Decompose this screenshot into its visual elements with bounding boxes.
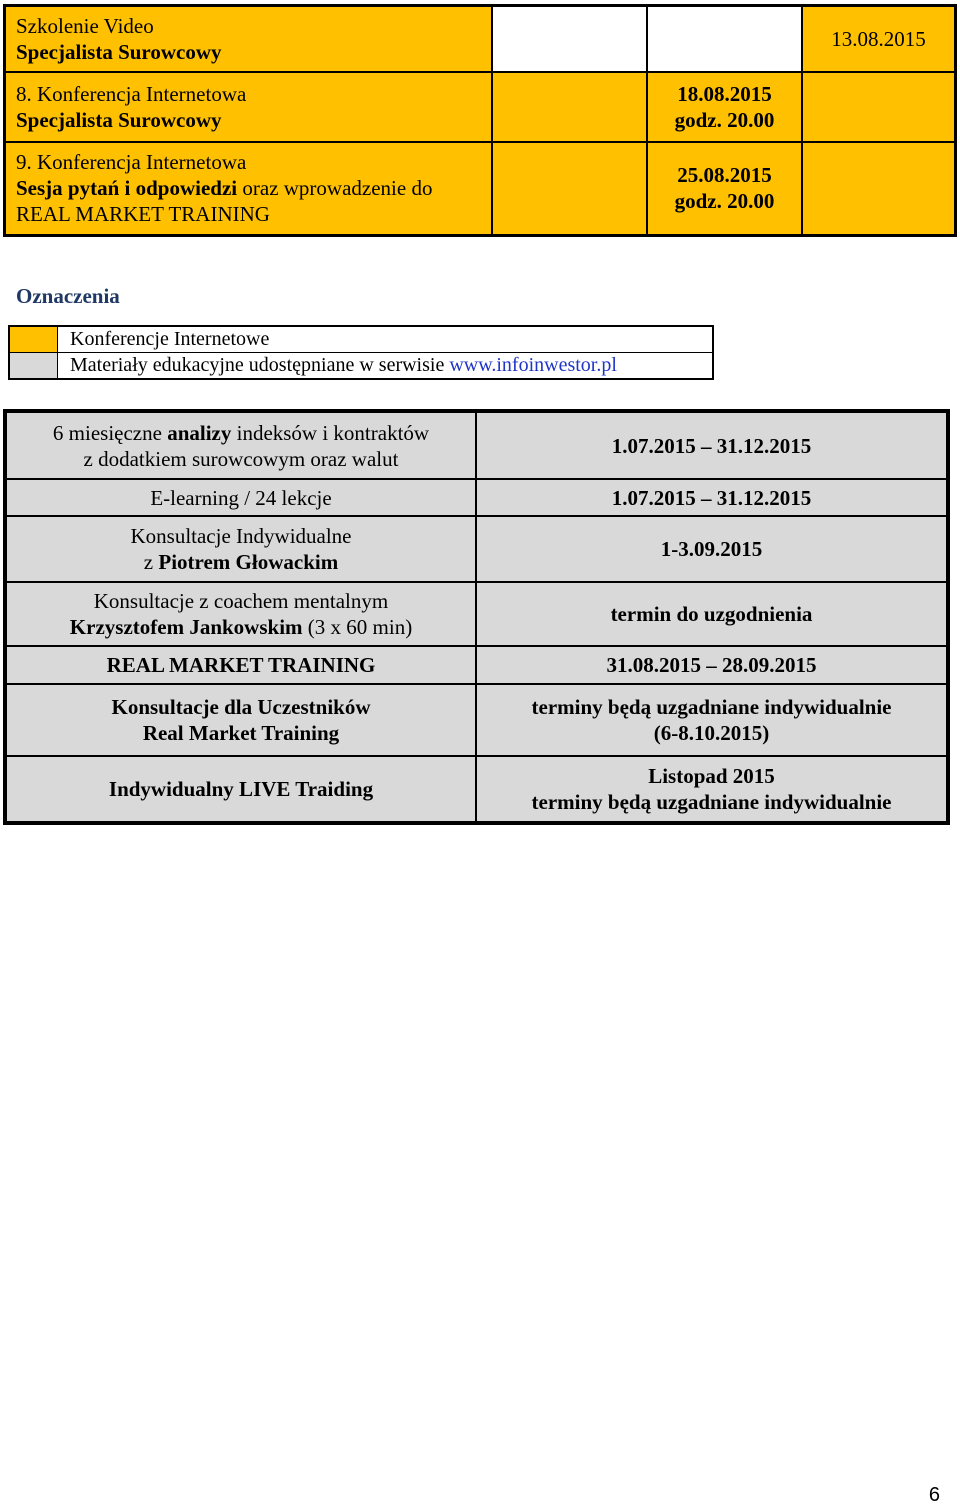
schedule-title: 9. Konferencja Internetowa [16,150,247,175]
program-row [5,756,948,823]
schedule-date-cell [802,6,956,72]
schedule-title: 8. Konferencja Internetowa [16,81,247,106]
program-item-text: Real Market Training [142,721,340,745]
schedule-subtitle: Specjalista Surowcowy [16,39,222,64]
program-date-text: terminy będą uzgadniane indywidualnie [531,695,892,719]
schedule-title-cell [5,142,493,236]
legend-label: Materiały edukacyjne udostępniane w serwisie [70,354,450,376]
program-item-text: z dodatkiem surowcowym oraz walut [83,446,399,471]
schedule-empty-cell [802,72,956,142]
legend-label: Konferencje Internetowe [58,326,714,353]
program-item-text: z [143,550,159,574]
schedule-date-cell [647,142,802,236]
program-item-text: Konsultacje dla Uczestników [111,695,371,719]
legend-item [9,353,713,380]
program-row [5,479,948,516]
program-item-cell [5,684,476,756]
infoinwestor-link[interactable]: www.infoinwestor.pl [449,354,617,376]
schedule-date-cell [647,72,802,142]
program-item-bold: Krzysztofem Jankowskim [69,615,303,639]
program-item-cell: Indywidualny LIVE Traiding [5,756,476,823]
schedule-title-cell [5,6,493,72]
schedule-title: Szkolenie Video [16,13,154,38]
schedule-row [5,6,956,72]
program-item-text: Konsultacje Indywidualne [130,524,352,548]
schedule-title-extra: REAL MARKET TRAINING [16,202,270,227]
schedule-subtitle-rest: oraz wprowadzenie do [237,176,433,201]
schedule-empty-cell [492,6,647,72]
schedule-empty-cell [492,142,647,236]
legend-item [9,326,713,353]
program-item-text: Konsultacje z coachem mentalnym [93,589,389,613]
program-date-cell [476,684,948,756]
schedule-empty-cell [647,6,802,72]
program-item-text: (3 x 60 min) [302,615,413,639]
program-row [5,411,948,479]
schedule-title-cell [5,72,493,142]
program-table [3,409,950,825]
program-row [5,684,948,756]
program-item-text: indeksów i kontraktów [231,420,430,445]
program-date-cell: 1-3.09.2015 [476,516,948,582]
program-date-cell: 1.07.2015 – 31.12.2015 [476,411,948,479]
program-item-bold: analizy [167,420,232,445]
program-item-cell [5,411,476,479]
legend-swatch-grey [9,353,58,380]
legend-label-cell [58,353,714,380]
page-number: 6 [928,1484,940,1506]
legend-table [8,325,714,380]
program-date-cell: termin do uzgodnienia [476,582,948,646]
program-date-text: Listopad 2015 [648,764,775,788]
program-date-cell [476,756,948,823]
schedule-row [5,142,956,236]
legend-swatch-yellow [9,326,58,353]
program-item-text: 6 miesięczne [52,420,168,445]
program-row [5,516,948,582]
program-item-cell: E-learning / 24 lekcje [5,479,476,516]
schedule-empty-cell [492,72,647,142]
schedule-date: 25.08.2015 [677,163,772,188]
program-item-cell: REAL MARKET TRAINING [5,646,476,684]
legend-title: Oznaczenia [16,284,120,308]
program-date-text: terminy będą uzgadniane indywidualnie [531,790,892,814]
schedule-row [5,72,956,142]
program-date-cell: 31.08.2015 – 28.09.2015 [476,646,948,684]
schedule-date: 13.08.2015 [831,26,926,51]
schedule-time: godz. 20.00 [674,189,775,214]
program-row [5,646,948,684]
program-date-text: (6-8.10.2015) [653,721,770,745]
program-item-bold: Piotrem Głowackim [158,550,339,574]
schedule-time: godz. 20.00 [674,107,775,132]
schedule-table [3,4,957,237]
schedule-subtitle-bold: Sesja pytań i odpowiedzi [16,176,238,201]
program-date-cell: 1.07.2015 – 31.12.2015 [476,479,948,516]
schedule-empty-cell [802,142,956,236]
program-item-cell [5,516,476,582]
program-row [5,582,948,646]
schedule-date: 18.08.2015 [677,81,772,106]
program-item-cell [5,582,476,646]
schedule-subtitle: Specjalista Surowcowy [16,107,222,132]
